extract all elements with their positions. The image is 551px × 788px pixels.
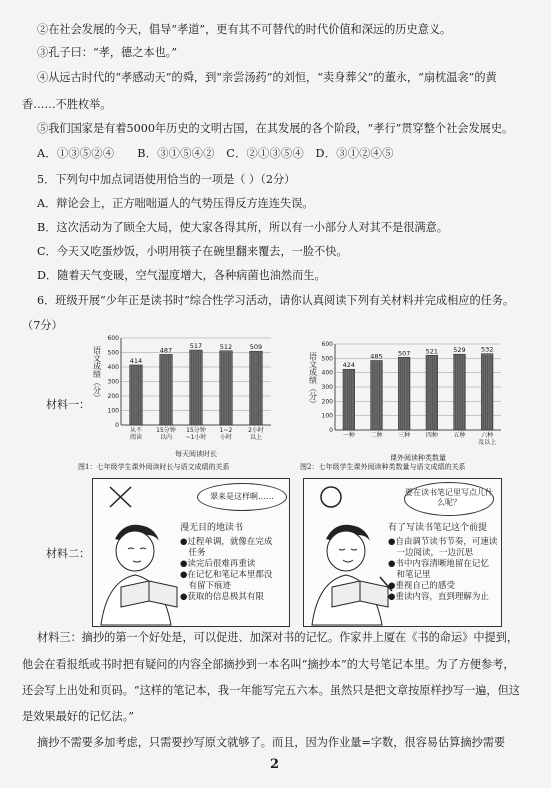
- cartoon-2-list: [388, 537, 497, 603]
- x-tick-label: 五种: [453, 432, 466, 439]
- question-6: 6．班级开展“少年正是读书时”综合性学习活动，请你认真阅读下列有关材料并完成相应的任务。: [37, 294, 515, 307]
- question-5-option-d: D．随着天气变暖，空气湿度增大，各种病菌也油然而生。: [37, 269, 326, 282]
- bar: [481, 354, 493, 430]
- cartoon-1-list: [180, 537, 272, 603]
- question-6-points: （7分）: [22, 319, 63, 332]
- y-tick-label: 500: [107, 349, 119, 357]
- text-line-4b: 香……不胜枚举。: [22, 98, 112, 111]
- y-tick-label: 300: [321, 384, 333, 391]
- material-3-line-3: 还会写上出处和页码。“这样的笔记本，我一年能写完五六本。虽然只是把文章按原样抄写一遍，但这: [22, 684, 520, 697]
- x-tick-label: 以内: [159, 434, 173, 441]
- data-label: 532: [480, 345, 494, 354]
- cartoon-2-item: ●重读内容，直到理解为止: [388, 592, 489, 602]
- question-5: 5．下列句中加点词语使用恰当的一项是（ ）（2分）: [37, 173, 296, 186]
- answer-options: A．①③⑤②④ B．③①⑤④② C．②①③⑤④ D．③①②④⑤: [37, 147, 394, 160]
- material-3-line-1: 材料三：摘抄的第一个好处是，可以促进、加深对书的记忆。作家井上厦在《书的命运》中提到，: [37, 631, 519, 644]
- y-tick-label: 600: [107, 335, 119, 342]
- cartoon-1-item: ●读完后很难再重读: [180, 559, 256, 569]
- cartoon-1-item: ●过程单调，就像在完成: [180, 537, 273, 547]
- cartoon-2-item: ●自由调节读书节奏，可速读: [388, 537, 498, 547]
- chart-reading-time: [85, 330, 275, 465]
- material-3-line-5: 摘抄不需要多加考虑，只需要抄写原文就够了。而且，因为作业量=字数，很容易估算摘抄需要: [37, 736, 506, 749]
- y-tick-label: 200: [321, 398, 333, 406]
- cartoon-aimless-reading: [92, 478, 290, 627]
- y-tick-label: 0: [329, 427, 333, 434]
- x-tick-label: 以上: [249, 434, 263, 441]
- cartoon-2-item: 一边阅读，一边沉思: [388, 548, 474, 558]
- x-axis-label: 每天阅读时长: [175, 450, 217, 458]
- chart-reading-types: [305, 338, 505, 465]
- material-3-line-2: 他会在看报纸或书时把有疑问的内容全部摘抄到一本名叫“摘抄本”的大号笔记本里。为了方便参考，: [22, 658, 515, 671]
- y-tick-label: 200: [107, 393, 119, 400]
- cartoon-2-heading: 有了写读书笔记这个前提: [388, 523, 488, 533]
- y-axis-label: 语文成绩（分）: [308, 352, 318, 408]
- x-tick-label: 二种: [370, 432, 383, 439]
- x-tick-label: 小时: [219, 434, 233, 441]
- x-tick-label: 六种: [481, 432, 494, 439]
- x-tick-label: 三种: [398, 432, 411, 439]
- y-tick-label: 100: [107, 407, 119, 415]
- cartoon-1-item: ●在记忆和笔记本里都没: [180, 570, 273, 580]
- x-tick-label: 及以上: [478, 439, 497, 446]
- y-tick-label: 400: [107, 364, 119, 371]
- x-tick-label: 15分钟: [186, 427, 206, 434]
- material-2-label: 材料二：: [46, 547, 90, 560]
- y-tick-label: 400: [321, 369, 333, 377]
- material-1-label: 材料一：: [46, 398, 90, 411]
- y-tick-label: 600: [321, 341, 333, 348]
- x-axis-label: 课外阅读种类数量: [390, 454, 446, 462]
- bar: [343, 369, 355, 430]
- page-number: 2: [270, 757, 280, 772]
- chart-1-caption: 图1：七年级学生课外阅读时长与语文成绩的关系: [78, 463, 230, 471]
- cartoon-1-heading: 漫无目的地读书: [180, 523, 244, 533]
- chart-2-caption: 图2：七年级学生课外阅读种类数量与语文成绩的关系: [300, 463, 466, 471]
- bar: [398, 357, 410, 430]
- x-tick-label: 四种: [425, 432, 438, 439]
- question-5-option-c: C．今天又吃蛋炒饭，小明用筷子在碗里翻来覆去，一脸不快。: [37, 245, 348, 258]
- data-label: 517: [189, 342, 203, 351]
- text-line-5: ⑤我们国家是有着5000年历史的文明古国，在其发展的各个阶段，“孝行”贯穿整个社会发展史。: [37, 122, 514, 135]
- data-label: 509: [249, 343, 263, 352]
- x-tick-label: 一种: [342, 432, 355, 439]
- data-label: 424: [342, 361, 356, 370]
- cartoon-1-item: ●获取的信息极其有限: [180, 592, 264, 602]
- data-label: 521: [425, 347, 439, 356]
- bar: [454, 354, 466, 430]
- data-label: 512: [219, 342, 233, 351]
- data-label: 507: [397, 349, 411, 358]
- y-tick-label: 0: [115, 422, 119, 429]
- y-tick-label: 300: [107, 378, 119, 386]
- y-tick-label: 100: [321, 412, 333, 420]
- data-label: 529: [453, 346, 466, 355]
- data-label: 485: [370, 352, 383, 361]
- data-label: 487: [159, 346, 173, 355]
- x-tick-label: ~1小时: [185, 434, 207, 441]
- cartoon-note-reading: [303, 478, 502, 627]
- cartoon-2-item: 和笔记里: [388, 570, 431, 580]
- text-line-3: ③孔子曰：“孝，德之本也。”: [37, 46, 178, 59]
- cartoon-2-item: ●重视自己的感受: [388, 581, 455, 591]
- x-tick-label: 1~2: [219, 427, 233, 434]
- text-line-4a: ④从远古时代的“孝感动天”的舜，到“亲尝汤药”的刘恒，“卖身葬父”的董永，“扇枕温衾”的黄: [37, 71, 497, 84]
- x-tick-label: 阅读: [129, 434, 143, 441]
- y-tick-label: 500: [321, 355, 333, 363]
- bar: [371, 360, 383, 430]
- cartoon-1-item: 有留下痕迹: [180, 581, 232, 591]
- cartoon-2-bubble: 要在读书笔记里写点儿什么呢？: [404, 482, 494, 516]
- bar: [426, 355, 438, 430]
- question-5-option-b: B．这次活动为了顾全大局，使大家各得其所，所以有一小部分人对其不是很满意。: [37, 221, 448, 234]
- data-label: 414: [129, 356, 143, 365]
- question-5-option-a: A．辩论会上，正方咄咄逼人的气势压得反方连连失误。: [37, 197, 314, 210]
- x-tick-label: 15分钟: [156, 427, 176, 434]
- text-line-2: ②在社会发展的今天，倡导“孝道”，更有其不可替代的时代价值和深远的历史意义。: [37, 23, 452, 36]
- material-3-line-4: 是效果最好的记忆法。”: [22, 710, 134, 723]
- cartoon-1-bubble: 翠来是这样啊……: [197, 483, 287, 511]
- cartoon-1-item: 任务: [180, 548, 206, 558]
- x-tick-label: 2小时: [248, 427, 264, 434]
- cartoon-2-item: ●书中内容清晰地留在记忆: [388, 559, 489, 569]
- y-axis-label: 语文成绩（分）: [92, 346, 102, 402]
- x-tick-label: 从不: [129, 427, 143, 434]
